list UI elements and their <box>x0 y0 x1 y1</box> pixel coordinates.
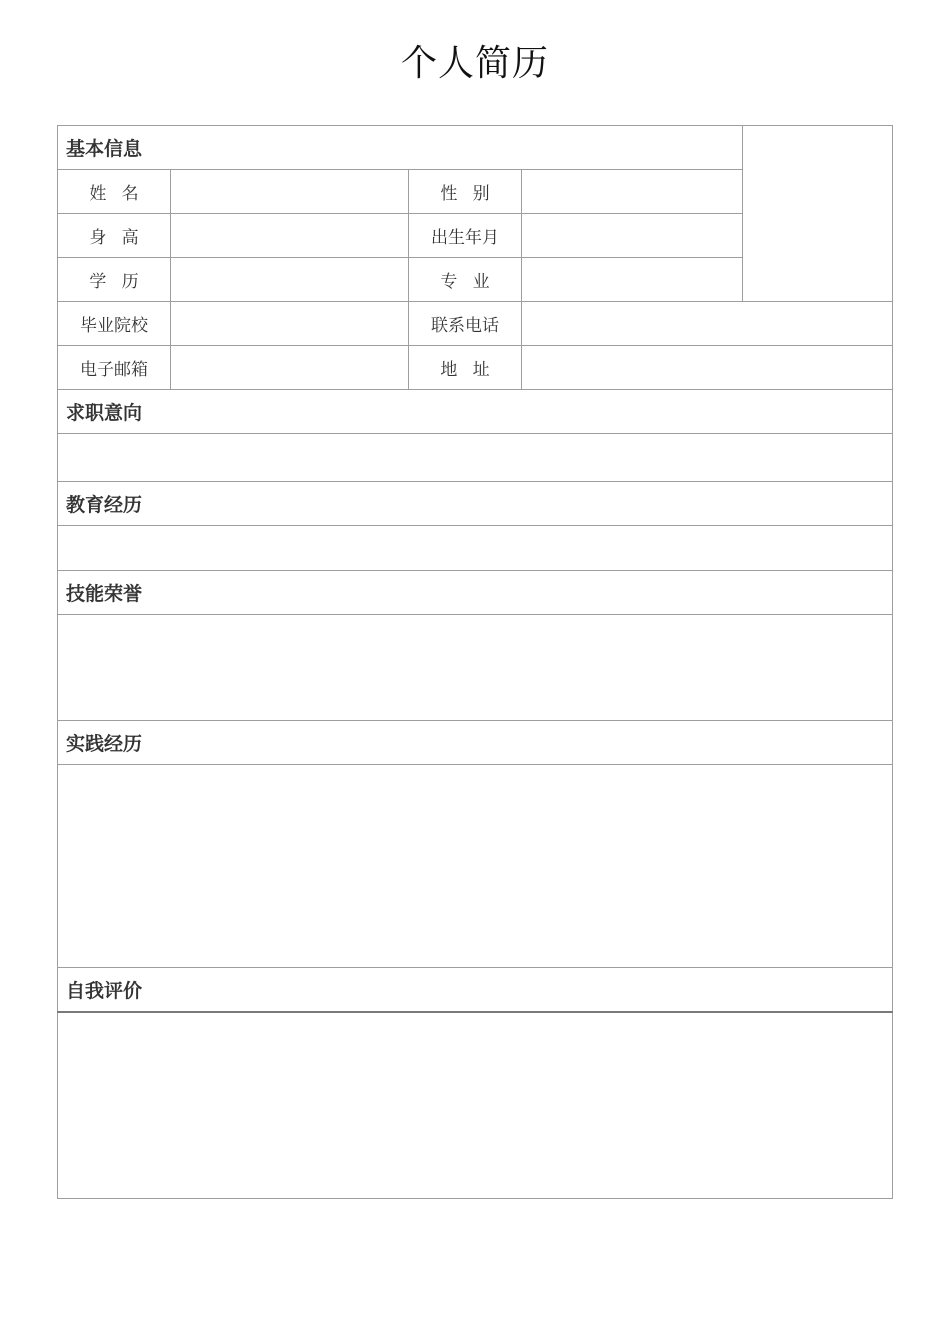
value-email[interactable] <box>171 346 409 390</box>
section-body-row <box>58 615 893 721</box>
practice-experience-content[interactable] <box>58 765 893 968</box>
section-title-education: 教育经历 <box>58 482 893 526</box>
value-name[interactable] <box>171 170 409 214</box>
section-title-career-objective: 求职意向 <box>58 390 893 434</box>
value-degree[interactable] <box>171 258 409 302</box>
value-gender[interactable] <box>522 170 743 214</box>
page-title: 个人简历 <box>400 43 549 84</box>
info-row <box>58 346 893 390</box>
section-header-row <box>58 721 893 765</box>
value-major[interactable] <box>522 258 743 302</box>
label-name: 姓名 <box>89 184 154 204</box>
section-header-row <box>58 968 893 1012</box>
label-major: 专业 <box>440 272 505 292</box>
value-school[interactable] <box>171 302 409 346</box>
section-body-row <box>58 765 893 968</box>
section-header-row <box>58 571 893 615</box>
label-email: 电子邮箱 <box>80 360 148 380</box>
section-title-basic-info: 基本信息 <box>58 126 743 170</box>
label-school: 毕业院校 <box>80 316 148 336</box>
label-degree: 学历 <box>89 272 154 292</box>
section-body-row <box>58 434 893 482</box>
label-phone: 联系电话 <box>431 316 499 336</box>
label-address: 地址 <box>440 360 505 380</box>
self-evaluation-content[interactable] <box>58 1012 893 1199</box>
value-birth-date[interactable] <box>522 214 743 258</box>
section-title-skills-honors: 技能荣誉 <box>58 571 893 615</box>
section-title-practice-experience: 实践经历 <box>58 721 893 765</box>
section-header-row <box>58 390 893 434</box>
section-header-row <box>58 482 893 526</box>
resume-table <box>57 125 893 1199</box>
career-objective-content[interactable] <box>58 434 893 482</box>
section-body-row <box>58 1012 893 1199</box>
value-address[interactable] <box>522 346 893 390</box>
skills-honors-content[interactable] <box>58 615 893 721</box>
section-body-row <box>58 526 893 571</box>
value-height[interactable] <box>171 214 409 258</box>
basic-info-header-row <box>58 126 893 170</box>
value-phone[interactable] <box>522 302 893 346</box>
label-birth-date: 出生年月 <box>431 228 499 248</box>
info-row <box>58 302 893 346</box>
label-gender: 性别 <box>440 184 505 204</box>
photo-box[interactable] <box>743 126 893 302</box>
education-content[interactable] <box>58 526 893 571</box>
label-height: 身高 <box>89 228 154 248</box>
section-title-self-evaluation: 自我评价 <box>58 968 893 1012</box>
